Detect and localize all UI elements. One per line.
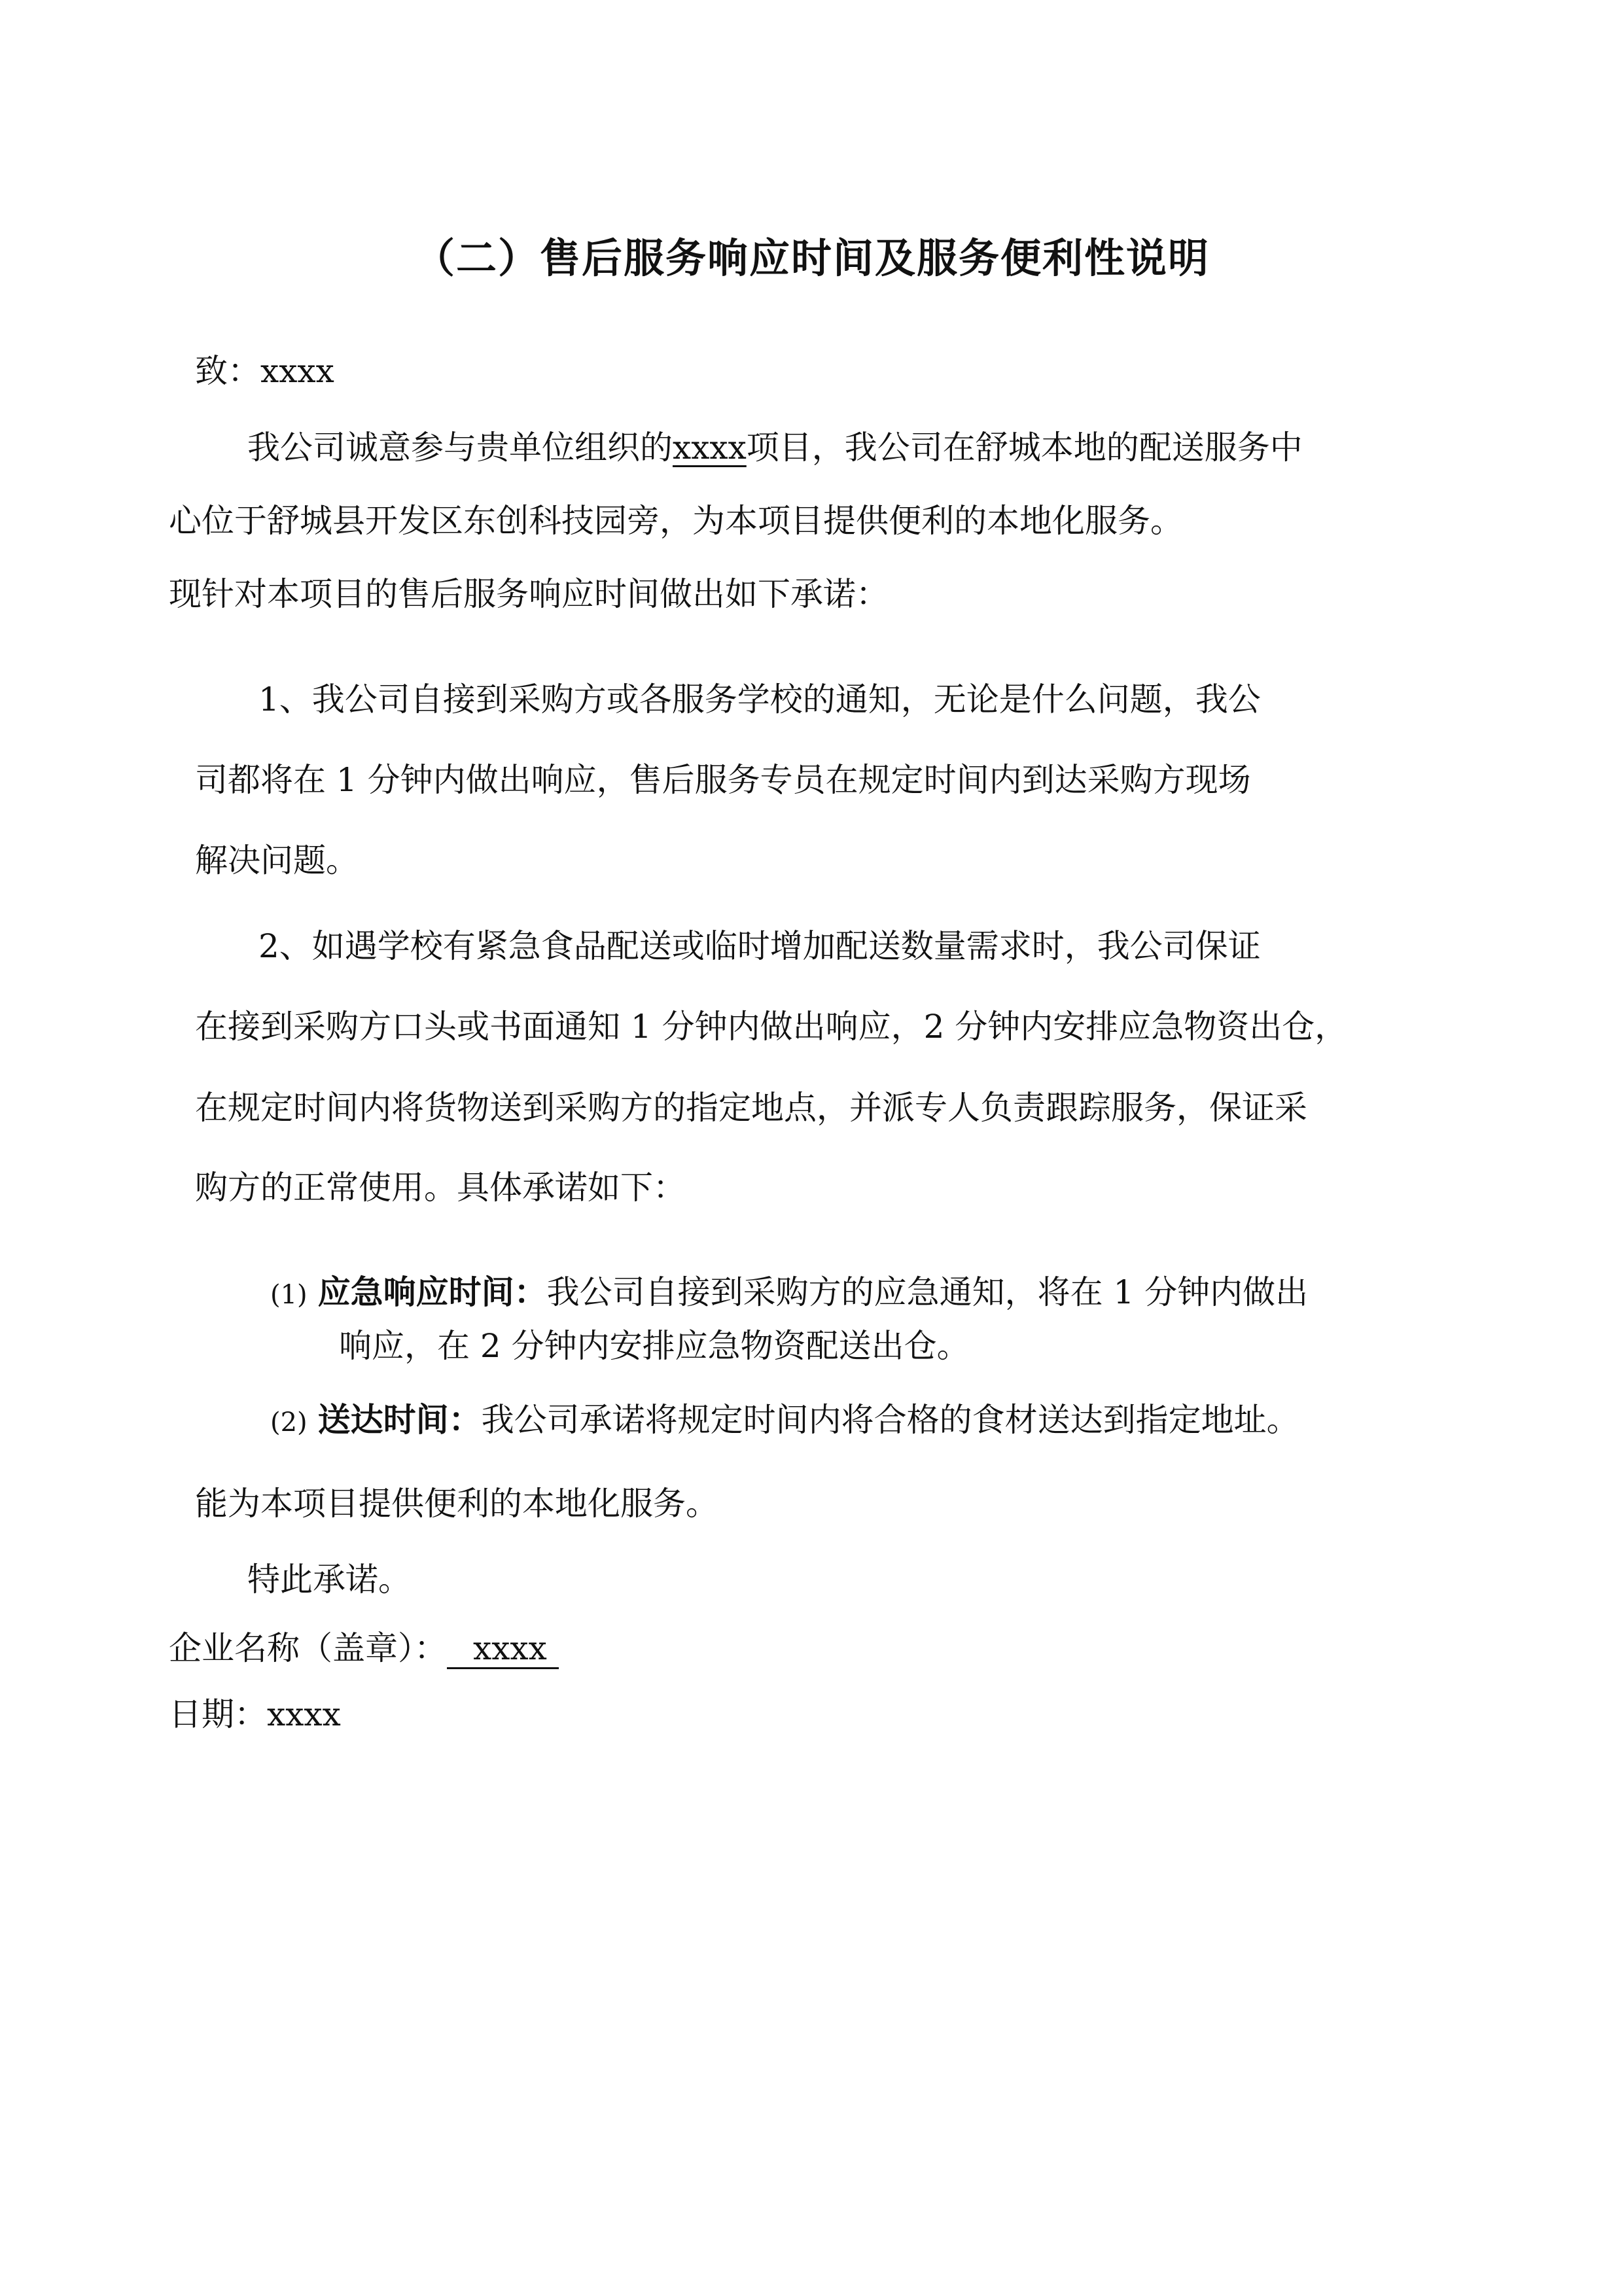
intro-part1: 我公司诚意参与贵单位组织的 [247,429,673,467]
addressee-line [195,350,334,392]
company-line [169,1627,559,1669]
company-label: 企业名称（盖章）： [169,1629,447,1667]
intro-line-2: 心位于舒城县开发区东创科技园旁，为本项目提供便利的本地化服务。 [169,502,1183,540]
intro-part2: 项目，我公司在舒城本地的配送服务中 [746,429,1303,467]
intro-line-1 [247,427,1303,468]
date-label: 日期： [169,1695,267,1733]
item1-line-2: 司都将在 1 分钟内做出响应，售后服务专员在规定时间内到达采购方现场 [195,761,1251,799]
company-seal-blank: xxxx [447,1629,559,1669]
sub-item-1-label: 应急响应时间： [317,1273,547,1311]
sub-item-2-text: 我公司承诺将规定时间内将合格的食材送达到指定地址。 [481,1401,1299,1439]
item1-line-1: 1、我公司自接到采购方或各服务学校的通知，无论是什么问题，我公 [258,680,1261,718]
sub-item-2-label: 送达时间： [317,1401,482,1439]
item2-line-3: 在规定时间内将货物送到采购方的指定地点，并派专人负责跟踪服务，保证采 [195,1089,1307,1127]
item2-line-4: 购方的正常使用。具体承诺如下： [195,1169,686,1207]
sub-item-2-number: (2) [270,1407,308,1438]
page-title: （二）售后服务响应时间及服务便利性说明 [414,234,1210,282]
sub-item-2 [270,1399,1299,1443]
item2-line-1: 2、如遇学校有紧急食品配送或临时增加配送数量需求时，我公司保证 [258,927,1261,965]
intro-line-3: 现针对本项目的售后服务响应时间做出如下承诺： [169,575,889,613]
addressee-value: xxxx [260,352,334,390]
hereby-line: 特此承诺。 [247,1561,411,1598]
sub-item-1-number: (1) [270,1280,308,1310]
date-line [169,1693,341,1735]
date-value: xxxx [267,1695,341,1733]
project-name-blank: xxxx [673,429,747,467]
sub-item-1-continuation: 响应，在 2 分钟内安排应急物资配送出仓。 [339,1327,970,1365]
addressee-label: 致： [195,352,260,390]
sub-item-1 [270,1271,1308,1316]
sub-item-1-text: 我公司自接到采购方的应急通知，将在 1 分钟内做出 [546,1273,1309,1311]
item1-line-3: 解决问题。 [195,841,359,879]
closing-line: 能为本项目提供便利的本地化服务。 [195,1485,718,1523]
item2-line-2: 在接到采购方口头或书面通知 1 分钟内做出响应，2 分钟内安排应急物资出仓， [195,1008,1348,1046]
